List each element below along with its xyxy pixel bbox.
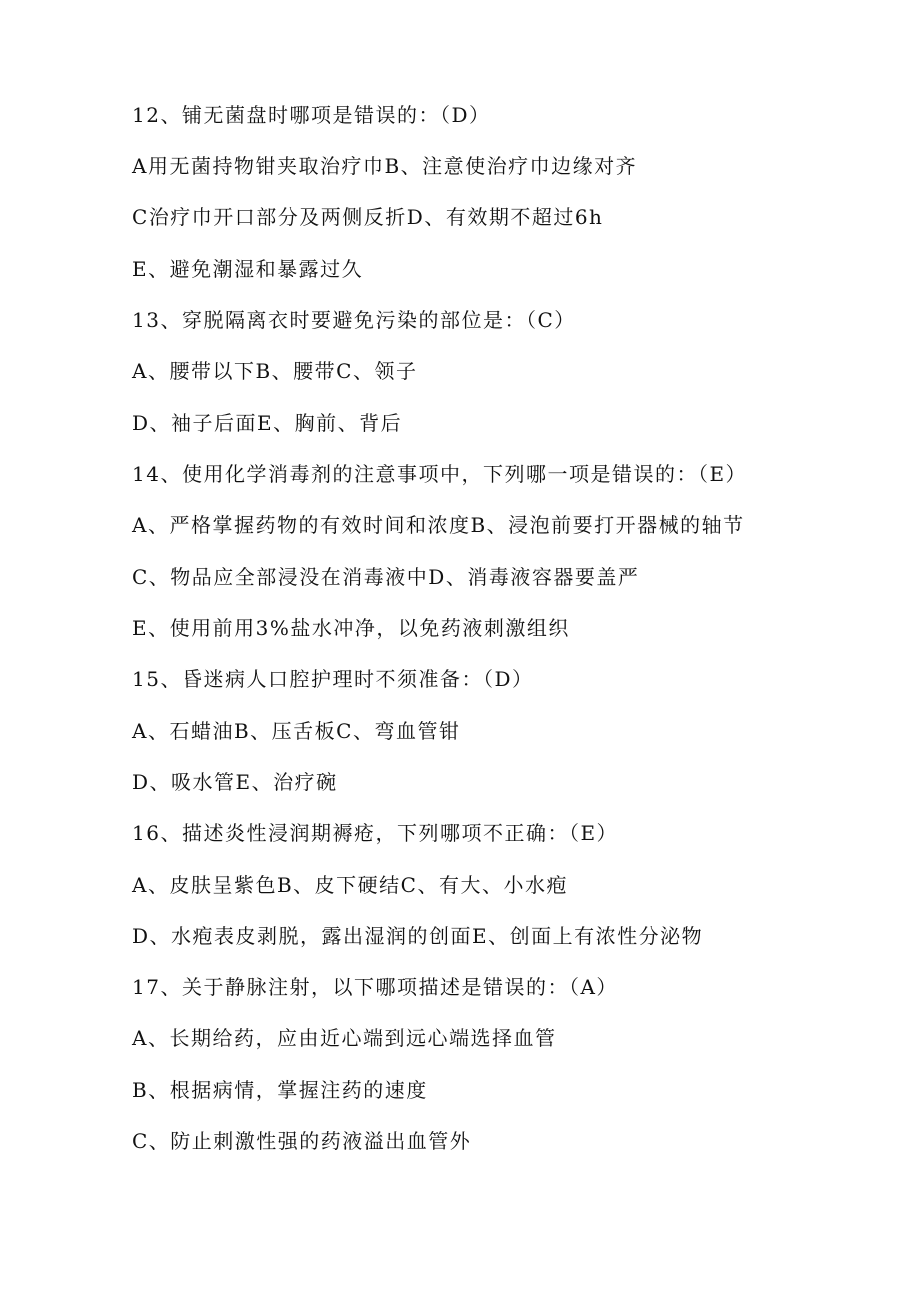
- question-17-option-b: B、根据病情，掌握注药的速度: [132, 1078, 428, 1102]
- question-15-options-de: D、吸水管E、治疗碗: [132, 770, 338, 794]
- question-13-options-abc: A、腰带以下B、腰带C、领子: [132, 359, 418, 383]
- question-17-stem: 17、关于静脉注射，以下哪项描述是错误的：（A）: [132, 975, 618, 999]
- question-14-options-ab: A、严格掌握药物的有效时间和浓度B、浸泡前要打开器械的轴节: [132, 513, 745, 537]
- question-14-options-cd: C、物品应全部浸没在消毒液中D、消毒液容器要盖严: [132, 565, 640, 589]
- question-15-options-abc: A、石蜡油B、压舌板C、弯血管钳: [132, 719, 461, 743]
- question-12-options-ab: A用无菌持物钳夹取治疗巾B、注意使治疗巾边缘对齐: [132, 154, 638, 178]
- question-17-option-a: A、长期给药，应由近心端到远心端选择血管: [132, 1026, 557, 1050]
- question-12-options-cd: C治疗巾开口部分及两侧反折D、有效期不超过6h: [132, 205, 604, 229]
- question-17-option-c: C、防止刺激性强的药液溢出血管外: [132, 1129, 472, 1153]
- question-16-options-abc: A、皮肤呈紫色B、皮下硬结C、有大、小水疱: [132, 873, 568, 897]
- question-14-option-e: E、使用前用3%盐水冲净，以免药液刺激组织: [132, 616, 570, 640]
- question-12-stem: 12、铺无菌盘时哪项是错误的：（D）: [132, 103, 491, 127]
- question-15-stem: 15、昏迷病人口腔护理时不须准备：（D）: [132, 667, 534, 691]
- question-13-stem: 13、穿脱隔离衣时要避免污染的部位是：（C）: [132, 308, 576, 332]
- question-12-option-e: E、避免潮湿和暴露过久: [132, 257, 364, 281]
- question-14-stem: 14、使用化学消毒剂的注意事项中，下列哪一项是错误的：（E）: [132, 462, 748, 486]
- question-13-options-de: D、袖子后面E、胸前、背后: [132, 411, 403, 435]
- question-16-options-de: D、水疱表皮剥脱，露出湿润的创面E、创面上有浓性分泌物: [132, 924, 704, 948]
- question-16-stem: 16、描述炎性浸润期褥疮，下列哪项不正确：（E）: [132, 821, 619, 845]
